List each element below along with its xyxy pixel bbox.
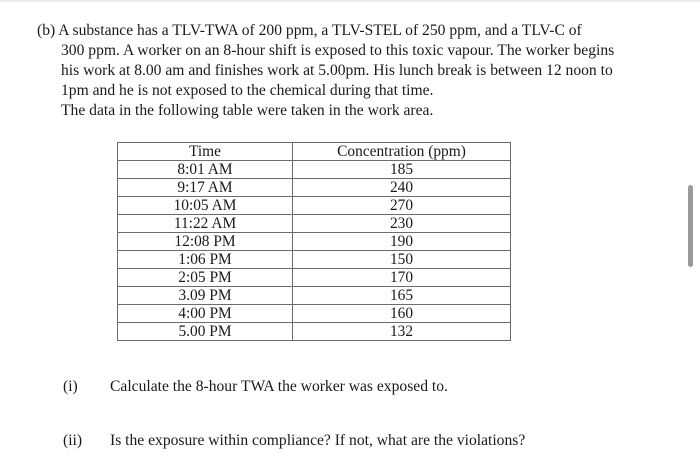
question-text: Calculate the 8-hour TWA the worker was exposed to. xyxy=(110,378,448,395)
header-time: Time xyxy=(118,143,293,161)
table-row xyxy=(118,287,511,305)
table-row xyxy=(118,269,511,287)
problem-line: 1pm and he is not exposed to the chemical during that time. xyxy=(61,82,434,99)
cell-time: 11:22 AM xyxy=(118,215,293,233)
cell-concentration: 240 xyxy=(293,179,511,197)
cell-concentration: 230 xyxy=(293,215,511,233)
cell-concentration: 170 xyxy=(293,269,511,287)
cell-time: 2:05 PM xyxy=(118,269,293,287)
cell-concentration: 190 xyxy=(293,233,511,251)
cell-time: 10:05 AM xyxy=(118,197,293,215)
cell-time: 8:01 AM xyxy=(118,161,293,179)
question-text: Is the exposure within compliance? If not, what are the violations? xyxy=(110,432,526,449)
cell-time: 4:00 PM xyxy=(118,305,293,323)
cell-concentration: 165 xyxy=(293,287,511,305)
table-row xyxy=(118,179,511,197)
question-number: (i) xyxy=(63,378,78,395)
problem-statement xyxy=(37,21,677,121)
concentration-table xyxy=(117,142,511,341)
problem-line: his work at 8.00 am and finishes work at 5.00pm. His lunch break is between 12 noon to xyxy=(61,62,613,79)
table-row xyxy=(118,323,511,341)
header-concentration: Concentration (ppm) xyxy=(293,143,511,161)
cell-concentration: 150 xyxy=(293,251,511,269)
table-row xyxy=(118,161,511,179)
table-row xyxy=(118,305,511,323)
table-row xyxy=(118,251,511,269)
table-row xyxy=(118,215,511,233)
cell-time: 12:08 PM xyxy=(118,233,293,251)
cell-time: 9:17 AM xyxy=(118,179,293,197)
cell-concentration: 132 xyxy=(293,323,511,341)
scrollbar-thumb[interactable] xyxy=(688,185,693,267)
problem-line: The data in the following table were taken in the work area. xyxy=(61,102,434,119)
table-row xyxy=(118,233,511,251)
problem-line: 300 ppm. A worker on an 8-hour shift is exposed to this toxic vapour. The worker begins xyxy=(61,42,615,59)
cell-concentration: 185 xyxy=(293,161,511,179)
cell-time: 1:06 PM xyxy=(118,251,293,269)
top-divider xyxy=(0,0,700,2)
table-header-row xyxy=(118,143,511,161)
question-number: (ii) xyxy=(63,432,83,449)
cell-concentration: 160 xyxy=(293,305,511,323)
cell-concentration: 270 xyxy=(293,197,511,215)
cell-time: 5.00 PM xyxy=(118,323,293,341)
table-row xyxy=(118,197,511,215)
problem-line: (b) A substance has a TLV-TWA of 200 ppm, a TLV-STEL of 250 ppm, and a TLV-C of xyxy=(37,22,582,39)
cell-time: 3.09 PM xyxy=(118,287,293,305)
